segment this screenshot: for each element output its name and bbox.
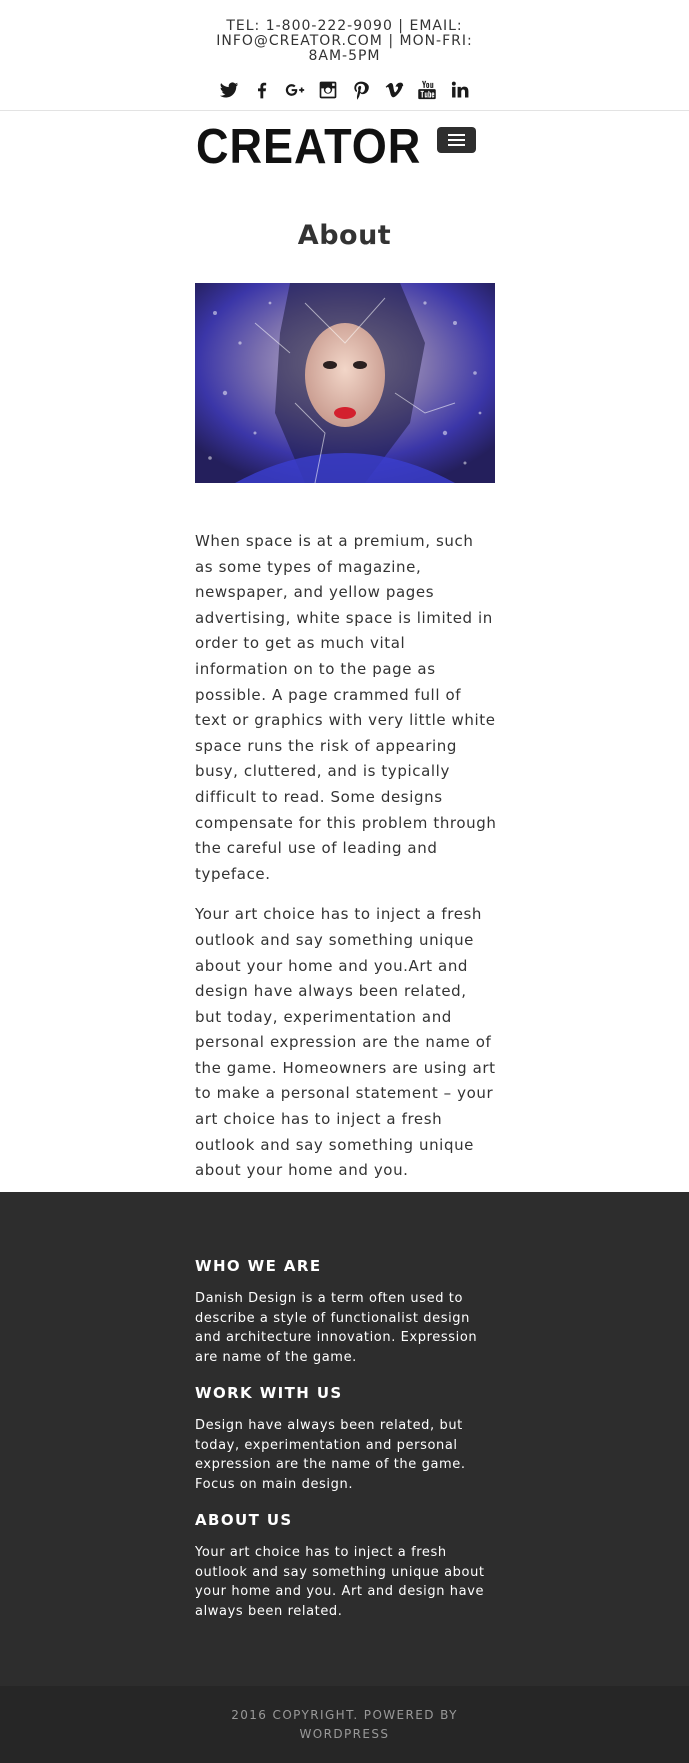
contact-info: TEL: 1-800-222-9090 | EMAIL: INFO@CREATOR.COM | MON-FRI: 8AM-5PM [216, 18, 473, 64]
instagram-icon[interactable] [317, 79, 339, 101]
copyright-bar [0, 1686, 689, 1763]
footer-heading-who-we-are: WHO WE ARE [195, 1257, 322, 1275]
social-links [0, 78, 689, 102]
page-title: About [297, 220, 392, 251]
youtube-icon[interactable] [416, 79, 438, 101]
site-footer [0, 1192, 689, 1686]
facebook-icon[interactable] [251, 79, 273, 101]
linkedin-icon[interactable] [449, 79, 471, 101]
hero-photo-illustration [195, 283, 495, 483]
copyright-text: 2016 COPYRIGHT. POWERED BY WORDPRESS [231, 1708, 458, 1741]
content-paragraph: Your art choice has to inject a fresh outlook and say something unique about your home and you.Art and design have always been related, but today, experimentation and personal expression are the name of the game. Homeowners are using art to make a personal statement – your art choice has to inject a fresh outlook and say something unique about your home and you. [195, 905, 496, 1180]
footer-text: Danish Design is a term often used to describe a style of functionalist design and architecture innovation. Expression are name of the game. [195, 1291, 478, 1365]
top-bar [0, 0, 689, 111]
google-plus-icon[interactable] [284, 79, 306, 101]
hamburger-menu-icon[interactable] [437, 127, 476, 153]
menu-bar [448, 139, 465, 141]
main-content [195, 529, 497, 1184]
hero-image [195, 283, 495, 483]
site-logo[interactable]: CREATOR [196, 120, 422, 174]
site-header [0, 111, 689, 181]
pinterest-icon[interactable] [350, 79, 372, 101]
footer-text: Your art choice has to inject a fresh outlook and say something unique about your home and you. Art and design have always been related. [195, 1545, 485, 1619]
menu-bar [448, 144, 465, 146]
footer-heading-about-us: ABOUT US [195, 1511, 293, 1529]
vimeo-icon[interactable] [383, 79, 405, 101]
twitter-icon[interactable] [218, 79, 240, 101]
content-paragraph: When space is at a premium, such as some types of magazine, newspaper, and yellow pages advertising, white space is limited in order to get as much vital information on to the page as possible. A page crammed full of text or graphics with very little white space runs the risk of appearing busy, cluttered, and is typically difficult to read. Some designs compensate for this problem through the careful use of leading and typeface. [195, 532, 497, 883]
menu-bar [448, 134, 465, 136]
footer-heading-work-with-us: WORK WITH US [195, 1384, 343, 1402]
footer-text: Design have always been related, but today, experimentation and personal expression are the name of the game. Focus on main design. [195, 1418, 466, 1492]
